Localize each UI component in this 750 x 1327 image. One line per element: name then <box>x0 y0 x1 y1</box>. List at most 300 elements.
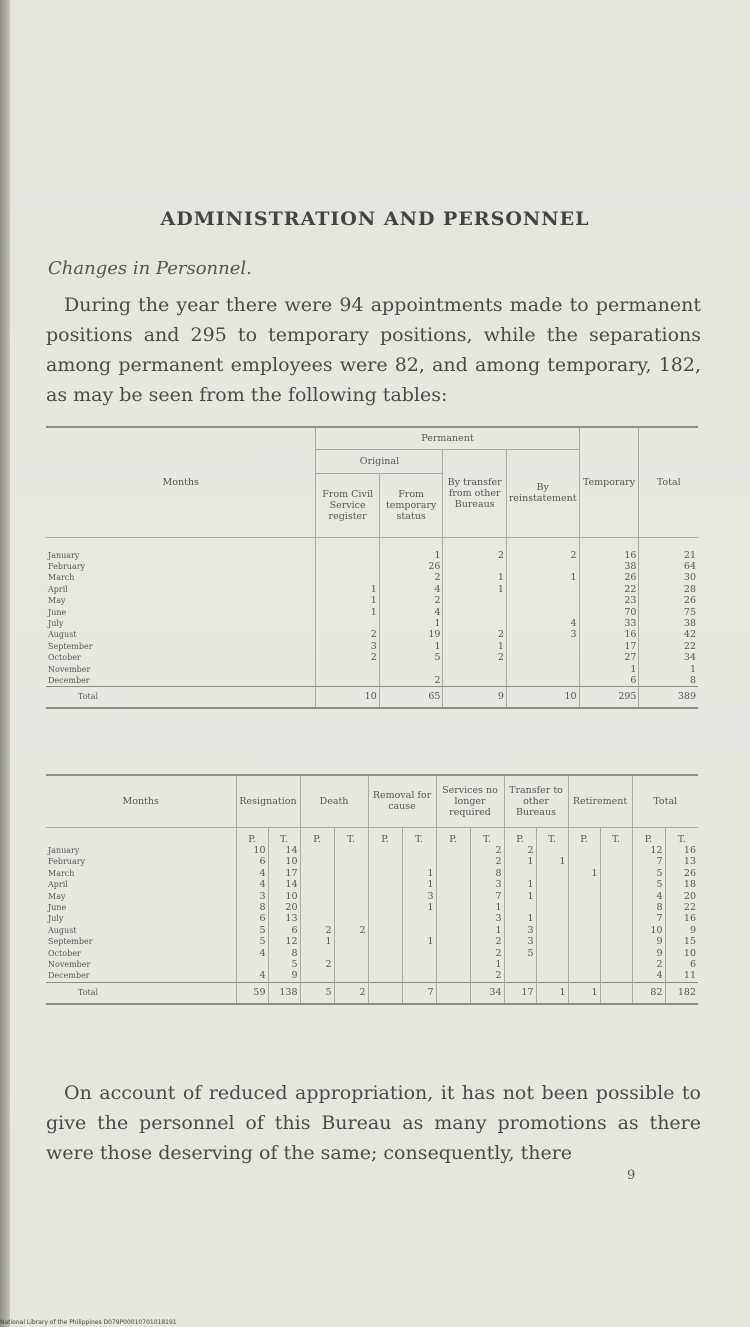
table-cell: 2 <box>470 845 504 856</box>
table-cell: 2 <box>300 959 334 970</box>
table-cell <box>316 618 379 629</box>
transfer-header: By transfer from other Bureaus <box>443 449 506 537</box>
table-cell: 1 <box>536 856 568 867</box>
table-cell <box>600 845 632 856</box>
table-cell <box>334 913 368 924</box>
table-cell: 6 <box>236 913 268 924</box>
month-label: November <box>48 664 91 674</box>
table-row <box>46 618 698 629</box>
civil-service-header: From Civil Service register <box>316 473 379 537</box>
table-cell <box>600 913 632 924</box>
table-cell: 3 <box>470 879 504 890</box>
services-header: Services no longer required <box>436 775 504 827</box>
table-cell: 10 <box>268 856 300 867</box>
table-cell <box>436 913 470 924</box>
table-cell <box>568 879 600 890</box>
table-cell: 12 <box>268 936 300 947</box>
total-cell: 2 <box>334 982 368 1004</box>
table-cell <box>334 891 368 902</box>
table-cell <box>316 664 379 675</box>
separations-total-row <box>46 982 698 1004</box>
table-cell: 21 <box>639 537 698 561</box>
table-cell: 1 <box>639 664 698 675</box>
table-cell: 1 <box>504 913 536 924</box>
months-header: Months <box>46 427 316 537</box>
table-cell <box>443 618 506 629</box>
table-cell <box>300 948 334 959</box>
table-cell <box>368 856 402 867</box>
table-cell <box>300 913 334 924</box>
month-label: January <box>48 846 80 855</box>
table-row <box>46 925 698 936</box>
permanent-subheader: P. <box>504 827 536 845</box>
total-cell: 5 <box>300 982 334 1004</box>
table-cell <box>368 891 402 902</box>
removal-header: Removal for cause <box>368 775 436 827</box>
month-label: October <box>48 653 81 663</box>
table-cell <box>436 891 470 902</box>
table-cell <box>568 913 600 924</box>
table-cell: 9 <box>665 925 698 936</box>
table-cell: 3 <box>402 891 436 902</box>
table-cell <box>443 675 506 687</box>
table-cell <box>600 891 632 902</box>
table-cell <box>536 925 568 936</box>
table-cell: 2 <box>504 845 536 856</box>
table-cell: 4 <box>379 584 443 595</box>
table-cell: 4 <box>236 879 268 890</box>
table-cell <box>368 913 402 924</box>
table-cell <box>368 959 402 970</box>
table-cell <box>300 970 334 982</box>
table-cell: 6 <box>268 925 300 936</box>
total-cell <box>600 982 632 1004</box>
month-label: July <box>48 619 64 629</box>
total-cell: 10 <box>506 687 579 709</box>
table-cell: 11 <box>665 970 698 982</box>
temporary-subheader: T. <box>470 827 504 845</box>
table-cell <box>506 607 579 618</box>
table-cell <box>334 879 368 890</box>
table-cell <box>568 902 600 913</box>
table-cell <box>316 675 379 687</box>
table-cell <box>443 664 506 675</box>
table-cell <box>506 675 579 687</box>
table-row <box>46 607 698 618</box>
resignation-header: Resignation <box>236 775 300 827</box>
closing-paragraph: On account of reduced appropriation, it has not been possible to give the personnel of this Bureau as many promotions as there were those deserving of the same; consequently, there <box>46 1082 701 1164</box>
temporary-status-header: From temporary status <box>379 473 443 537</box>
table-cell <box>568 845 600 856</box>
retirement-header: Retirement <box>568 775 632 827</box>
table-cell: 6 <box>665 959 698 970</box>
permanent-header: Permanent <box>316 427 579 449</box>
table-cell: 22 <box>639 641 698 652</box>
table-cell: 2 <box>316 652 379 663</box>
table-cell: 10 <box>268 891 300 902</box>
table-cell: 2 <box>379 572 443 583</box>
table-cell <box>443 561 506 572</box>
table-row <box>46 959 698 970</box>
total-label: Total <box>46 982 236 1004</box>
table-cell: 17 <box>268 868 300 879</box>
table-cell: 23 <box>579 595 639 606</box>
table-cell <box>436 902 470 913</box>
table-cell: 13 <box>665 856 698 867</box>
table-row <box>46 584 698 595</box>
table-cell: 2 <box>506 537 579 561</box>
total-cell: 59 <box>236 982 268 1004</box>
appointments-table <box>46 426 698 709</box>
total-cell: 138 <box>268 982 300 1004</box>
table-cell: 9 <box>632 936 665 947</box>
table-cell: 10 <box>236 845 268 856</box>
table-cell <box>236 959 268 970</box>
total-cell: 1 <box>536 982 568 1004</box>
month-label: April <box>48 880 68 890</box>
month-label: March <box>48 868 75 878</box>
table-cell <box>506 641 579 652</box>
table-cell: 5 <box>632 879 665 890</box>
table-row <box>46 572 698 583</box>
table-cell: 33 <box>579 618 639 629</box>
table-cell: 8 <box>639 675 698 687</box>
table-cell: 9 <box>632 948 665 959</box>
table-cell: 4 <box>379 607 443 618</box>
table-row <box>46 891 698 902</box>
table-row <box>46 936 698 947</box>
table-cell <box>600 868 632 879</box>
total-cell: 7 <box>402 982 436 1004</box>
table-cell: 28 <box>639 584 698 595</box>
table-cell <box>506 664 579 675</box>
permanent-subheader: P. <box>300 827 334 845</box>
month-label: December <box>48 971 90 981</box>
month-label: December <box>48 676 90 686</box>
table-cell <box>506 595 579 606</box>
table-cell <box>568 891 600 902</box>
table-cell <box>300 902 334 913</box>
table-cell: 70 <box>579 607 639 618</box>
table-cell: 8 <box>632 902 665 913</box>
table-cell: 2 <box>316 629 379 640</box>
table-row <box>46 629 698 640</box>
table-cell <box>536 845 568 856</box>
table-cell: 20 <box>268 902 300 913</box>
table-cell <box>443 595 506 606</box>
death-header: Death <box>300 775 368 827</box>
permanent-subheader: P. <box>568 827 600 845</box>
table-cell <box>568 970 600 982</box>
table-cell <box>316 572 379 583</box>
month-label: August <box>48 925 77 935</box>
table-cell <box>436 970 470 982</box>
table-cell: 1 <box>506 572 579 583</box>
table-cell: 1 <box>316 607 379 618</box>
month-label: June <box>48 903 67 913</box>
total-cell: 10 <box>316 687 379 709</box>
table-cell <box>536 936 568 947</box>
table-cell <box>334 948 368 959</box>
table-cell: 8 <box>268 948 300 959</box>
table-cell <box>506 652 579 663</box>
table-cell: 1 <box>504 891 536 902</box>
table-cell <box>536 948 568 959</box>
table-cell <box>402 970 436 982</box>
temporary-subheader: T. <box>268 827 300 845</box>
table-cell: 14 <box>268 845 300 856</box>
table-cell: 1 <box>470 959 504 970</box>
table-cell <box>402 948 436 959</box>
table-cell <box>436 856 470 867</box>
table-cell <box>316 537 379 561</box>
table-cell <box>568 925 600 936</box>
pt-subheader-spacer <box>46 827 236 845</box>
table-cell <box>368 936 402 947</box>
table-cell <box>368 879 402 890</box>
table-cell <box>402 925 436 936</box>
table-cell <box>504 902 536 913</box>
table-cell: 22 <box>579 584 639 595</box>
table-cell: 8 <box>470 868 504 879</box>
table-cell <box>568 948 600 959</box>
appointments-total-row <box>46 687 698 709</box>
table-cell: 16 <box>665 913 698 924</box>
table-cell: 1 <box>402 936 436 947</box>
temporary-subheader: T. <box>600 827 632 845</box>
table-cell: 16 <box>665 845 698 856</box>
table-cell <box>600 925 632 936</box>
table-cell <box>300 856 334 867</box>
table-cell <box>368 868 402 879</box>
table-cell <box>334 868 368 879</box>
table-cell: 1 <box>443 572 506 583</box>
table-cell: 2 <box>300 925 334 936</box>
table-cell: 1 <box>470 902 504 913</box>
table-cell <box>504 959 536 970</box>
table-cell <box>300 845 334 856</box>
total-cell: 34 <box>470 982 504 1004</box>
total-cell: 295 <box>579 687 639 709</box>
pt-subheader-row <box>46 827 698 845</box>
table-cell: 1 <box>504 879 536 890</box>
table-cell <box>506 584 579 595</box>
temporary-subheader: T. <box>536 827 568 845</box>
table-row <box>46 970 698 982</box>
temporary-subheader: T. <box>665 827 698 845</box>
book-spine <box>0 0 10 1327</box>
table-cell: 9 <box>268 970 300 982</box>
total-cell <box>368 982 402 1004</box>
table-cell <box>368 925 402 936</box>
table-row <box>46 879 698 890</box>
month-label: January <box>48 550 80 560</box>
table-cell: 30 <box>639 572 698 583</box>
total-cell: 182 <box>665 982 698 1004</box>
table-cell: 2 <box>443 629 506 640</box>
table-cell: 26 <box>639 595 698 606</box>
month-label: June <box>48 607 67 617</box>
table-cell <box>300 868 334 879</box>
table-cell: 2 <box>379 595 443 606</box>
table-row <box>46 856 698 867</box>
month-label: April <box>48 584 68 594</box>
table-cell: 4 <box>632 891 665 902</box>
table-cell <box>600 856 632 867</box>
table-cell: 4 <box>236 948 268 959</box>
table-cell <box>536 868 568 879</box>
table-cell: 18 <box>665 879 698 890</box>
table-cell: 6 <box>579 675 639 687</box>
table-cell <box>536 891 568 902</box>
table-cell: 15 <box>665 936 698 947</box>
table-cell: 5 <box>632 868 665 879</box>
table-cell: 2 <box>470 936 504 947</box>
appointments-table-body <box>46 537 698 687</box>
table-cell <box>568 959 600 970</box>
table-cell: 2 <box>379 675 443 687</box>
table-cell: 10 <box>632 925 665 936</box>
table-row <box>46 641 698 652</box>
table-cell: 6 <box>236 856 268 867</box>
table-cell: 4 <box>236 970 268 982</box>
total-cell <box>436 982 470 1004</box>
table-cell: 7 <box>470 891 504 902</box>
table-row <box>46 913 698 924</box>
table-row <box>46 537 698 561</box>
table-cell <box>436 936 470 947</box>
table-cell: 2 <box>470 970 504 982</box>
total-cell: 389 <box>639 687 698 709</box>
table-cell <box>334 970 368 982</box>
table-cell <box>368 948 402 959</box>
total-label: Total <box>46 687 316 709</box>
table-cell: 2 <box>470 856 504 867</box>
temporary-subheader: T. <box>334 827 368 845</box>
table-cell <box>600 879 632 890</box>
month-label: September <box>48 641 93 651</box>
table-cell: 3 <box>236 891 268 902</box>
table-cell: 1 <box>504 856 536 867</box>
table-cell: 27 <box>579 652 639 663</box>
table-cell: 3 <box>316 641 379 652</box>
table-cell: 4 <box>632 970 665 982</box>
table-cell: 2 <box>443 537 506 561</box>
month-label: May <box>48 891 66 901</box>
table-cell: 1 <box>379 618 443 629</box>
table-cell <box>568 856 600 867</box>
table-cell <box>443 607 506 618</box>
table-row <box>46 845 698 856</box>
table-cell: 7 <box>632 913 665 924</box>
table-cell: 1 <box>300 936 334 947</box>
table-cell <box>334 856 368 867</box>
table-cell: 5 <box>236 936 268 947</box>
sep-total-header: Total <box>632 775 698 827</box>
library-footer: National Library of the Philippines D079P00010701018191 <box>0 1319 177 1326</box>
table-cell <box>300 879 334 890</box>
table-row <box>46 561 698 572</box>
month-label: July <box>48 914 64 924</box>
temporary-header: Temporary <box>579 427 639 537</box>
temporary-subheader: T. <box>402 827 436 845</box>
table-cell <box>536 879 568 890</box>
permanent-subheader: P. <box>632 827 665 845</box>
table-cell <box>368 970 402 982</box>
table-cell <box>316 561 379 572</box>
month-label: February <box>48 857 86 867</box>
table-cell <box>436 948 470 959</box>
table-cell: 4 <box>236 868 268 879</box>
table-cell: 1 <box>402 902 436 913</box>
table-cell <box>600 902 632 913</box>
table-cell: 26 <box>379 561 443 572</box>
table-row <box>46 902 698 913</box>
table-cell <box>436 879 470 890</box>
total-cell: 17 <box>504 982 536 1004</box>
table-cell: 1 <box>379 537 443 561</box>
table-cell: 64 <box>639 561 698 572</box>
table-cell: 1 <box>568 868 600 879</box>
table-cell <box>334 936 368 947</box>
total-cell: 9 <box>443 687 506 709</box>
month-label: February <box>48 562 86 571</box>
original-header: Original <box>316 449 443 473</box>
table-cell <box>600 970 632 982</box>
table-cell <box>506 561 579 572</box>
table-cell: 2 <box>443 652 506 663</box>
reinstatement-header: By reinstatement <box>506 449 579 537</box>
intro-paragraph: During the year there were 94 appointments made to permanent positions and 295 to temporary positions, while the separations among permanent employees were 82, and among temporary, 182, as may be seen from the following tables: <box>46 294 701 406</box>
table-cell: 8 <box>236 902 268 913</box>
table-cell: 12 <box>632 845 665 856</box>
table-cell <box>600 959 632 970</box>
table-cell: 26 <box>665 868 698 879</box>
table-cell <box>536 970 568 982</box>
table-cell: 3 <box>504 925 536 936</box>
table-cell <box>436 959 470 970</box>
separations-table <box>46 774 698 1005</box>
total-header: Total <box>639 427 698 537</box>
table-cell: 1 <box>579 664 639 675</box>
separations-table-body <box>46 827 698 982</box>
table-cell: 2 <box>632 959 665 970</box>
table-cell: 7 <box>632 856 665 867</box>
table-cell: 4 <box>506 618 579 629</box>
table-cell <box>300 891 334 902</box>
table-row <box>46 948 698 959</box>
permanent-subheader: P. <box>368 827 402 845</box>
total-cell: 82 <box>632 982 665 1004</box>
table-cell <box>436 925 470 936</box>
subsection-heading: Changes in Personnel. <box>48 258 252 279</box>
month-label: August <box>48 630 77 640</box>
month-label: October <box>48 948 81 958</box>
table-cell: 1 <box>316 584 379 595</box>
table-row <box>46 675 698 687</box>
table-cell <box>436 845 470 856</box>
table-cell: 1 <box>402 879 436 890</box>
table-cell: 20 <box>665 891 698 902</box>
month-label: November <box>48 960 91 970</box>
table-cell: 17 <box>579 641 639 652</box>
table-cell: 34 <box>639 652 698 663</box>
table-cell: 10 <box>665 948 698 959</box>
table-cell: 1 <box>443 641 506 652</box>
table-cell: 26 <box>579 572 639 583</box>
month-label: March <box>48 573 75 583</box>
table-cell <box>536 902 568 913</box>
